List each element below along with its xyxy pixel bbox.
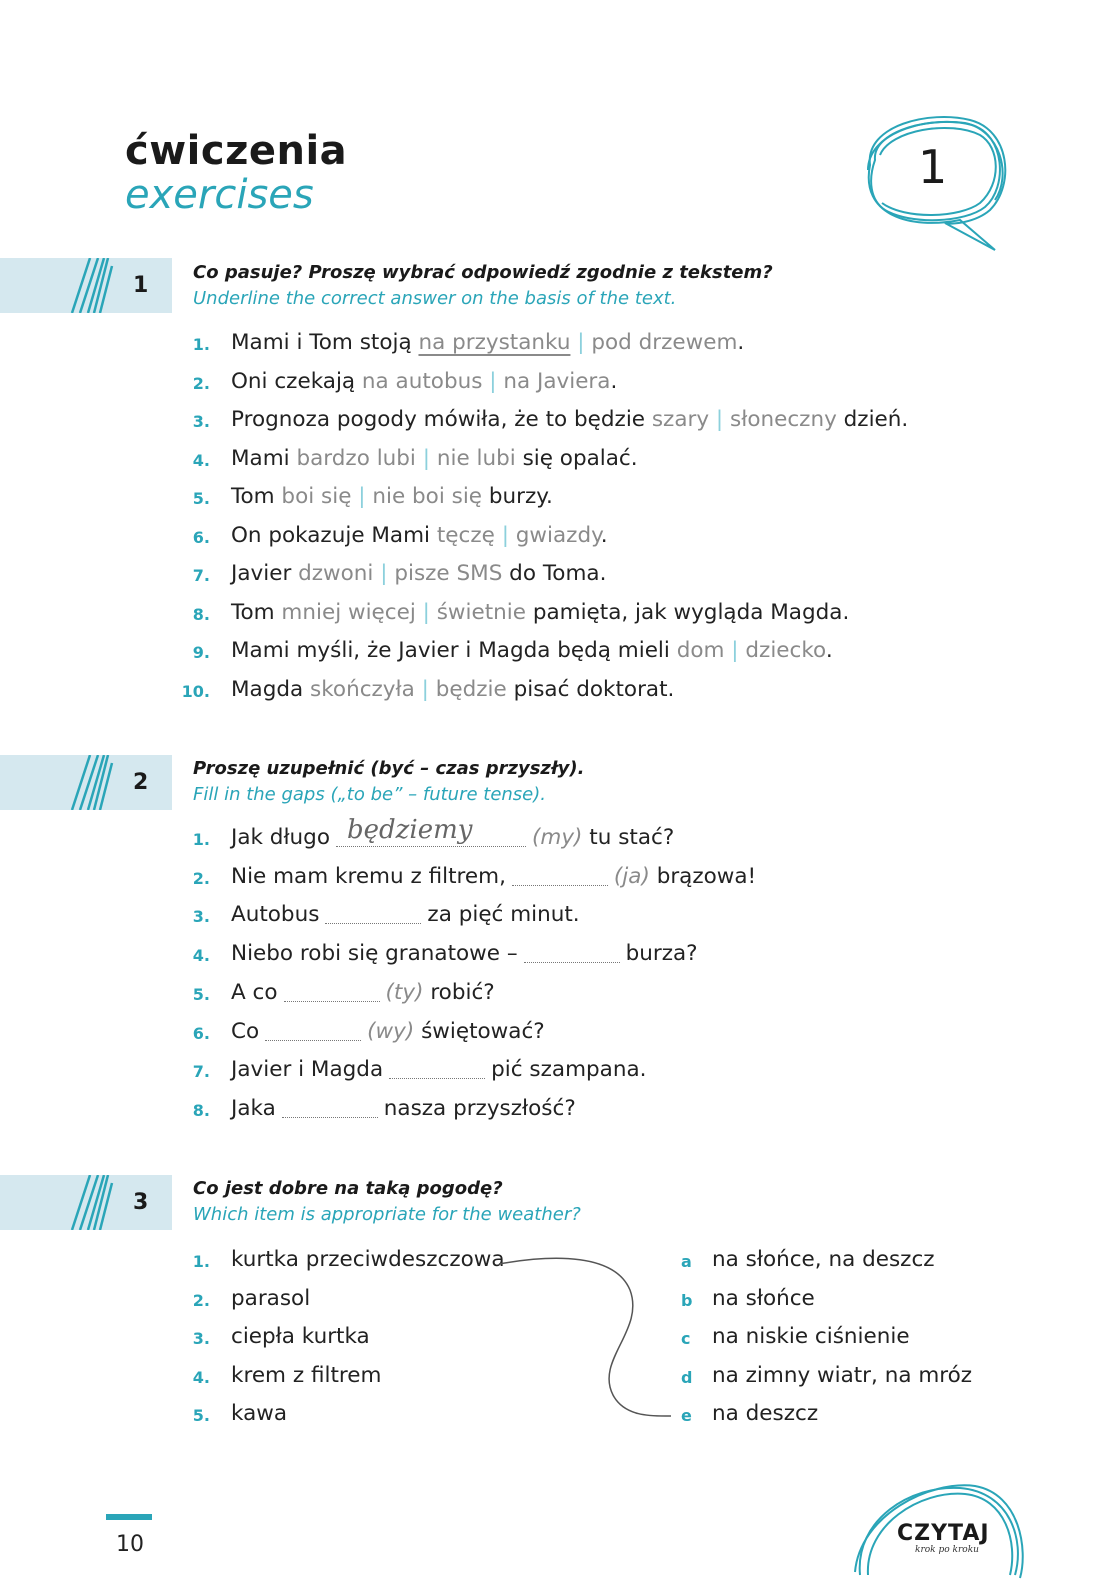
option-b[interactable]: nie lubi [436,445,516,471]
option-a[interactable]: na autobus [361,368,483,394]
item-text [231,980,495,1005]
item-text [231,484,553,509]
item-number: 1. [192,335,210,354]
item-text: kurtka przeciwdeszczowa [231,1247,505,1272]
item-prefix: Mami myśli, że Javier i Magda będą mieli [231,638,677,663]
option-separator: | [482,368,504,394]
item-number: 8. [192,604,210,624]
item-number: 9. [192,643,210,662]
item-text [231,446,638,471]
exercise-3-instruction-en: Which item is appropriate for the weather? [193,1204,581,1225]
page-number-bar [106,1514,152,1520]
item-letter: b [681,1290,693,1310]
item-text [231,638,833,663]
item-number: 7. [192,566,210,585]
option-a[interactable]: mniej więcej [281,599,416,625]
item-prefix: Jak długo [231,825,330,850]
item-prefix: Mami [231,445,297,471]
item-hint: (ja) [613,863,650,889]
item-number: 4. [192,946,210,966]
stripes-icon [70,1175,120,1230]
option-a[interactable]: boi się [281,484,352,509]
item-text: parasol [231,1285,311,1311]
option-separator: | [724,638,746,663]
item-suffix: pamięta, jak wygląda Magda. [525,599,850,625]
item-letter: c [681,1329,691,1348]
exercise-2-bar [0,755,172,810]
answer-gap[interactable] [336,845,526,847]
item-number: 3. [192,1329,210,1348]
option-separator: | [373,561,395,586]
item-text [231,330,744,355]
item-suffix: . [610,368,618,394]
option-separator: | [351,484,373,509]
exercise-number: 3 [133,1190,149,1215]
right-item[interactable]: na słońce [712,1285,815,1311]
item-number: 7. [192,1062,210,1082]
item-suffix: burza? [625,941,698,967]
answer-gap[interactable] [512,884,608,886]
item-suffix: pić szampana. [491,1057,647,1083]
option-b[interactable]: nie boi się [372,484,483,509]
item-prefix: Tom [231,599,282,625]
item-text [231,407,908,432]
item-number: 6. [192,1023,210,1043]
item-text [231,902,580,927]
item-text [231,561,606,586]
exercise-1-instruction-en: Underline the correct answer on the basis of the text. [193,288,677,309]
exercise-3-instruction: Co jest dobre na taką pogodę? [193,1178,503,1199]
item-suffix: nasza przyszłość? [383,1095,576,1121]
item-suffix: za pięć minut. [427,902,580,928]
item-prefix: Jaka [231,1095,276,1121]
item-hint: (ty) [385,979,424,1005]
item-suffix: . [600,522,608,548]
option-separator: | [709,407,731,432]
item-suffix: świętować? [421,1018,545,1044]
option-a[interactable]: dom [676,638,725,663]
item-prefix: Autobus [231,902,320,928]
exercise-1-bar [0,258,172,313]
item-letter: a [681,1252,692,1271]
item-prefix: Prognoza pogody mówiła, że to będzie [231,407,652,432]
option-b[interactable]: pisze SMS [394,561,503,586]
item-suffix: . [825,638,833,663]
logo-text: CZYTAJ [897,1521,990,1546]
right-item[interactable]: na deszcz [712,1401,819,1426]
item-number: 3. [192,907,210,927]
option-a[interactable]: dzwoni [298,561,374,586]
option-b[interactable]: słoneczny [730,407,837,432]
item-number: 1. [192,830,210,849]
item-prefix: On pokazuje Mami [231,522,437,548]
handwritten-answer: będziemy [347,815,473,845]
logo-subtext: krok po kroku [915,1545,979,1555]
exercise-3-bar [0,1175,172,1230]
item-number: 2. [192,373,210,393]
item-text: ciepła kurtka [231,1324,370,1349]
item-suffix: burzy. [482,484,553,509]
item-number: 4. [192,1367,210,1387]
item-prefix: Co [231,1018,260,1044]
exercise-2-instruction-en: Fill in the gaps („to be” – future tense). [193,784,547,805]
page-subtitle: exercises [125,172,314,218]
answer-gap[interactable] [389,1077,485,1079]
option-separator: | [414,676,436,702]
option-a[interactable]: skończyła [310,676,415,702]
option-separator: | [570,330,592,355]
matching-line [495,1250,675,1425]
item-number: 5. [192,489,210,508]
page-title: ćwiczenia [125,128,348,174]
option-b[interactable]: pod drzewem [591,330,738,355]
item-suffix: tu stać? [589,825,675,850]
item-suffix: brązowa! [656,863,757,889]
stripes-icon [70,755,120,810]
answer-gap[interactable] [325,922,421,924]
item-number: 10. [181,681,210,701]
item-text [231,1019,545,1044]
item-prefix: A co [231,979,278,1005]
item-prefix: Nie mam kremu z filtrem, [231,863,506,889]
answer-gap[interactable] [282,1116,378,1118]
item-text [231,600,849,625]
option-separator: | [415,599,437,625]
option-b[interactable]: gwiazdy [515,522,601,548]
item-text: krem z filtrem [231,1362,382,1388]
item-number: 5. [192,984,210,1004]
item-prefix: Javier i Magda [231,1057,384,1083]
exercise-1-instruction: Co pasuje? Proszę wybrać odpowiedź zgodnie z tekstem? [193,262,773,283]
page-number: 10 [116,1532,144,1557]
answer-gap[interactable] [524,961,620,963]
exercise-2-instruction: Proszę uzupełnić (być – czas przyszły). [193,758,585,779]
right-item[interactable]: na słońce, na deszcz [712,1247,935,1272]
option-a[interactable]: na przystanku [418,330,571,355]
unit-number: 1 [918,140,948,194]
option-separator: | [415,445,437,471]
item-number: 6. [192,527,210,547]
stripes-icon [70,258,120,313]
item-prefix: Javier [231,561,299,586]
option-b[interactable]: dziecko [745,638,826,663]
exercise-number: 1 [133,273,149,298]
item-number: 3. [192,412,210,431]
option-a[interactable]: szary [651,407,710,432]
option-b[interactable]: będzie [435,676,507,702]
option-a[interactable]: bardzo lubi [296,445,416,471]
answer-gap[interactable] [265,1039,361,1041]
item-text [231,523,608,548]
item-hint: (my) [532,825,583,850]
answer-gap[interactable] [284,1000,380,1002]
item-prefix: Mami i Tom stoją [231,330,419,355]
option-b[interactable]: na Javiera [503,368,611,394]
exercise-number: 2 [133,770,149,795]
item-prefix: Tom [231,484,282,509]
item-letter: e [681,1406,692,1425]
item-text: kawa [231,1401,288,1426]
item-suffix: się opalać. [515,445,638,471]
item-prefix: Oni czekają [231,368,362,394]
item-prefix: Niebo robi się granatowe – [231,941,518,967]
right-item[interactable]: na niskie ciśnienie [712,1324,910,1349]
option-separator: | [494,522,516,548]
item-number: 1. [192,1252,210,1271]
item-suffix: pisać doktorat. [506,676,675,702]
option-b[interactable]: świetnie [436,599,526,625]
item-text [231,369,617,394]
item-number: 2. [192,868,210,888]
item-text [231,1057,646,1082]
item-number: 5. [192,1406,210,1425]
item-text [231,864,756,889]
item-suffix: dzień. [836,407,909,432]
option-a[interactable]: tęczę [436,522,495,548]
right-item[interactable]: na zimny wiatr, na mróz [712,1362,973,1388]
item-hint: (wy) [367,1018,415,1044]
item-text [231,677,674,702]
item-suffix: . [737,330,745,355]
item-text [231,941,698,966]
item-suffix: do Toma. [502,561,607,586]
item-number: 4. [192,450,210,470]
item-number: 2. [192,1290,210,1310]
item-number: 8. [192,1100,210,1120]
item-suffix: robić? [430,979,495,1005]
item-letter: d [681,1367,693,1387]
item-text [231,1096,576,1121]
item-prefix: Magda [231,676,311,702]
